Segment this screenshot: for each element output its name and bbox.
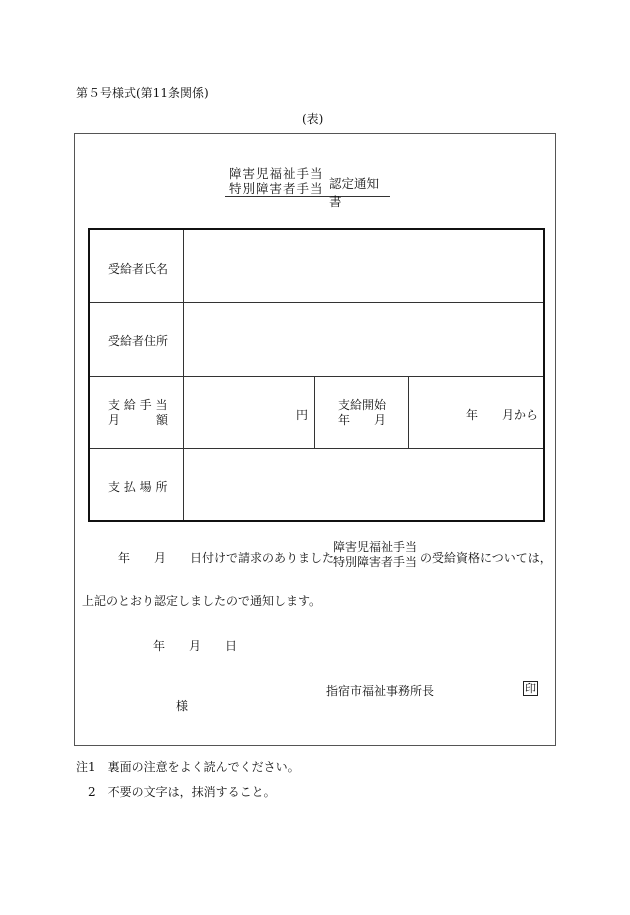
side-label: (表) [302, 112, 324, 126]
seal-mark: 印 [525, 682, 536, 695]
recipient-address-label: 受給者住所 [108, 334, 169, 348]
document-title [225, 166, 390, 209]
title-suffix: 認定通知書 [329, 176, 380, 209]
row-divider-2 [90, 376, 543, 377]
request-date-text: 年 月 日付けで請求のありました [118, 551, 335, 565]
amount-label-line2: 月 額 [108, 413, 169, 427]
amount-start-divider [314, 376, 315, 448]
title-stack [229, 166, 324, 196]
notification-sentence: 上記のとおり認定しましたので通知します。 [82, 594, 322, 608]
amount-unit: 円 [296, 408, 309, 422]
start-label [338, 398, 386, 428]
allowance-stack [333, 540, 417, 570]
title-line1: 障害児福祉手当 [229, 166, 324, 181]
start-label-line2: 年 月 [338, 413, 387, 427]
start-value: 年 月から [466, 408, 539, 422]
title-line2: 特別障害者手当 [229, 181, 324, 196]
allowance-line2: 特別障害者手当 [333, 555, 418, 569]
info-table [88, 228, 545, 522]
payment-place-label: 支 払 場 所 [108, 480, 168, 494]
issue-date: 年 月 日 [153, 639, 238, 653]
start-label-line1: 支給開始 [338, 398, 387, 412]
recipient-name-label: 受給者氏名 [108, 262, 169, 276]
row-divider-3 [90, 448, 543, 449]
form-number: 第５号様式(第11条関係) [76, 86, 209, 100]
start-value-divider [408, 376, 409, 448]
label-column-divider [183, 230, 184, 520]
amount-label [108, 398, 168, 428]
allowance-line1: 障害児福祉手当 [333, 540, 418, 554]
row-divider-1 [90, 302, 543, 303]
issuer-name: 指宿市福祉事務所長 [326, 684, 435, 698]
sentence-end: の受給資格については， [420, 551, 552, 565]
note-2: 2 不要の文字は，抹消すること。 [88, 785, 276, 799]
addressee-suffix: 様 [176, 699, 189, 713]
note-1: 注1 裏面の注意をよく読んでください。 [76, 760, 300, 774]
amount-label-line1: 支 給 手 当 [108, 398, 168, 412]
